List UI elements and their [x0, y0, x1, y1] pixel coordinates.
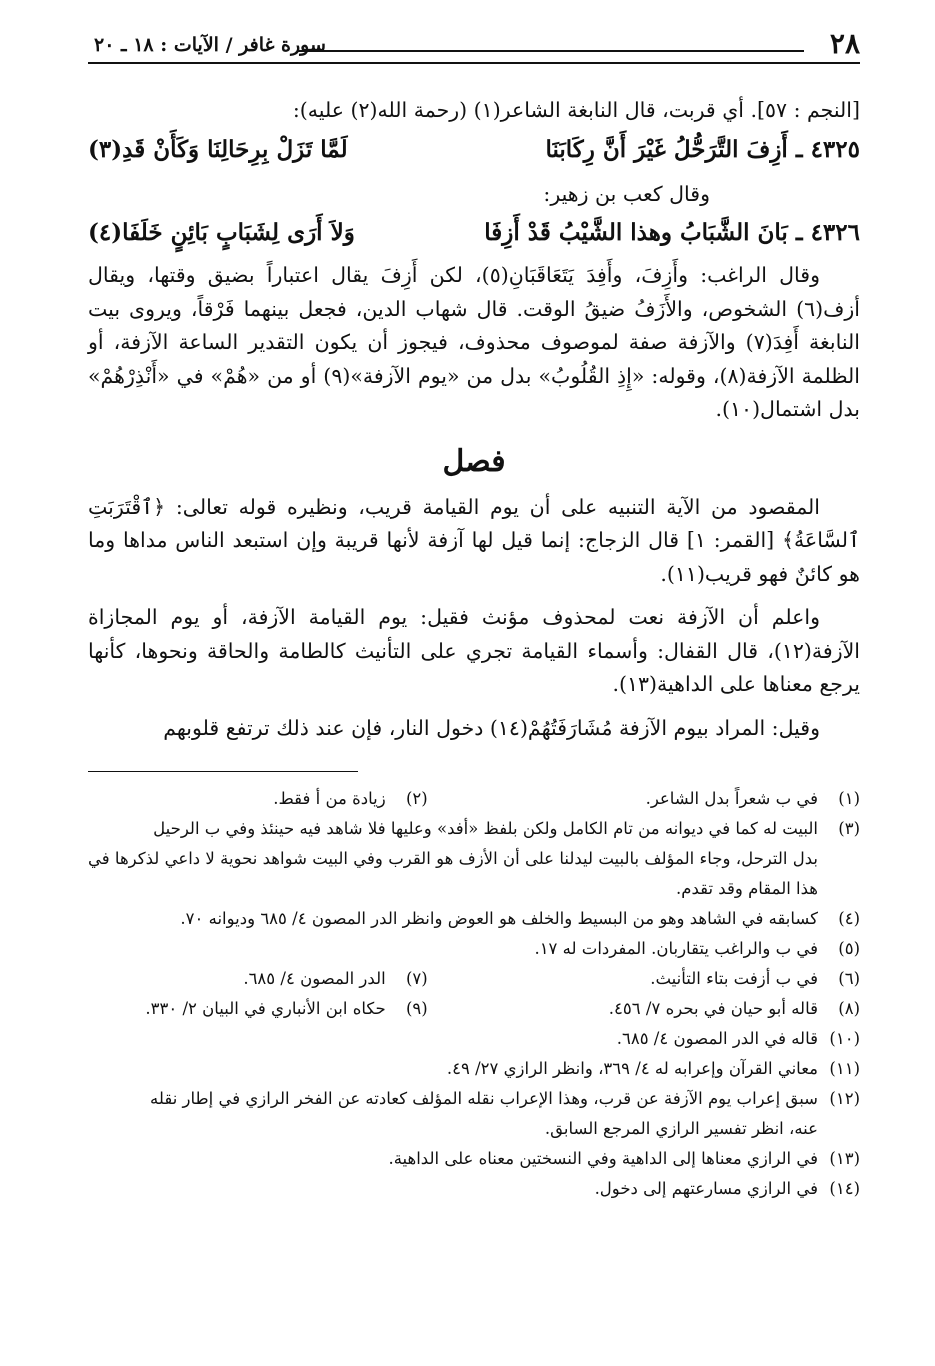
paragraph: المقصود من الآية التنبيه على أن يوم القيامة قريب، ونظيره قوله تعالى: ﴿ٱقْتَرَبَتِ ٱلسَّاعَةُ﴾ [القمر: ١] قال الزجاج: إنما قيل لها آزفة لأنها قريبة وإن استبعد الناس مداها وما هو كائنٌ فهو قريب(١١). [88, 494, 860, 586]
verse-intro: وقال كعب بن زهير: [543, 181, 710, 206]
paragraph: وقيل: المراد بيوم الآزفة مُشَارَفَتُهُمْ(١٤) دخول النار، فإن عند ذلك ترتفع قلوبهم [163, 715, 820, 740]
paragraph: وقال الراغب: وأَزِفَ، وأَفِدَ يَتَعَاقَبَانِ(٥)، لكن أَزِفَ يقال اعتباراً بضيق وقتها، ويقال أزف(٦) الشخوص، والأَزَفُ ضيقُ الوقت. قال شهاب الدين، فجعل بينهما فَرْقاً، ويروى بيت النابغة أَفِدَ(٧) والآزفة صفة لموصوف محذوف، فيجوز أن يكون التقدير الساعة الآزفة، أو الظلمة الآزفة(٨)، وقوله: «إِذِ القُلُوبُ» بدل من «يوم الآزفة»(٩) أو من «هُمْ» في «أَنْذِرْهُمْ» بدل اشتمال(١٠). [88, 263, 860, 421]
verse-hemistich-second: لَمَّا تَزَلْ بِرِحَالِنَا وَكَأَنْ قَدِ(٣) [88, 135, 348, 163]
footnote-row [88, 934, 860, 964]
footnote-row [88, 1174, 860, 1204]
footnote-number: (٤) [838, 909, 860, 928]
footnote-row [88, 1144, 860, 1174]
footnote-text: زيادة من أ فقط. [273, 789, 386, 808]
footnote-text: في الرازي معناها إلى الداهية وفي النسختين معناه على الداهية. [388, 1149, 818, 1168]
footnote-row [88, 994, 860, 1024]
poetry-verse [88, 130, 860, 170]
section-heading: فصل [442, 443, 506, 479]
header-rule [298, 50, 804, 52]
footnote-text: في ب أزفت بتاء التأنيث. [650, 969, 818, 988]
footnote-row [88, 814, 860, 844]
footnote-number: (٢) [405, 789, 428, 808]
verse-hemistich-second: وَلاَ أَرَى لِشَبَابٍ بَائِنٍ خَلَفَا(٤) [88, 219, 355, 246]
footnote-number: (١١) [829, 1059, 860, 1078]
verse-hemistich-first: ٤٣٢٥ ـ أَزِفَ التَّرَحُّلُ غَيْرَ أَنَّ رِكَابَنَا [545, 135, 860, 163]
footnote-divider [88, 771, 358, 772]
footnote-number: (٦) [838, 969, 860, 988]
footnote-number: (١٤) [829, 1179, 860, 1198]
footnote-number: (١) [838, 789, 860, 808]
footnote-text: قاله أبو حيان في بحره ٧/ ٤٥٦. [608, 999, 818, 1018]
footnote-text: سبق إعراب يوم الآزفة عن قرب، وهذا الإعراب نقله المؤلف كعادته عن الفخر الرازي في إطار نقله [150, 1089, 818, 1108]
book-page [88, 28, 860, 1204]
running-header [88, 28, 860, 64]
footnote-number: (٣) [838, 819, 860, 838]
paragraph: واعلم أن الآزفة نعت لمحذوف مؤنث فقيل: يوم القيامة الآزفة، أو يوم المجازاة الآزفة(١٢)، قال القفال: وأسماء القيامة تجري على التأنيث كالطامة والحاقة ونحوها، كأنها يرجع معناها على الداهية(١٣). [88, 605, 860, 696]
footnote-number: (١٢) [829, 1089, 860, 1108]
running-title: سورة غافر / الآيات : ١٨ ـ ٢٠ [94, 34, 326, 56]
footnote-row [88, 964, 860, 994]
footnote-row [88, 1084, 860, 1114]
footnote-text: قاله في الدر المصون ٤/ ٦٨٥. [616, 1029, 818, 1048]
footnote-text: معاني القرآن وإعرابه له ٤/ ٣٦٩، وانظر الرازي ٢٧/ ٤٩. [446, 1059, 818, 1078]
footnote-row [88, 1024, 860, 1054]
poetry-verse [88, 213, 860, 253]
footnotes [88, 784, 860, 1204]
footnote-text: في ب شعراً بدل الشاعر. [645, 789, 818, 808]
verse-hemistich-first: ٤٣٢٦ ـ بَانَ الشَّبَابُ وهذا الشَّيْبُ قَدْ أَزِفَا [484, 219, 860, 246]
footnote-text: في ب والراغب يتقاربان. المفردات له ١٧. [534, 939, 818, 958]
footnote-continuation: عنه، انظر تفسير الرازي المرجع السابق. [544, 1119, 818, 1138]
footnote-divider-wrap [88, 745, 860, 784]
footnote-text: في الرازي مسارعتهم إلى دخول. [594, 1179, 818, 1198]
footnote-number: (١٠) [829, 1029, 860, 1048]
footnote-text: الدر المصون ٤/ ٦٨٥. [243, 969, 386, 988]
footnote-text: البيت له كما في ديوانه من تام الكامل ولكن بلفظ «أفد» وعليها فلا شاهد فيه حينئذ وفي ب الرحيل [153, 819, 818, 838]
footnote-text: حكاه ابن الأنباري في البيان ٢/ ٣٣٠. [145, 999, 386, 1018]
main-text [88, 94, 860, 745]
footnote-number: (٧) [405, 969, 428, 988]
footnote-number: (٨) [838, 999, 860, 1018]
footnote-row [88, 904, 860, 934]
footnote-row [88, 1054, 860, 1084]
footnote-number: (٩) [405, 999, 428, 1018]
footnote-row [88, 784, 860, 814]
text-line: [النجم : ٥٧]. أي قربت، قال النابغة الشاعر(١) (رحمة الله(٢) عليه): [292, 98, 860, 122]
footnote-number: (٥) [838, 939, 860, 958]
footnote-text: كسابقه في الشاهد وهو من البسيط والخلف هو العوض وانظر الدر المصون ٤/ ٦٨٥ وديوانه ٧٠. [180, 909, 818, 928]
footnote-continuation: بدل الترحل، وجاء المؤلف بالبيت ليدلنا على أن الأزف هو القرب وفي البيت شواهد نحوية لا داعي لذكرها في هذا المقام وقد تقدم. [88, 849, 819, 898]
page-number: ٢٨ [829, 27, 860, 60]
footnote-number: (١٣) [829, 1149, 860, 1168]
